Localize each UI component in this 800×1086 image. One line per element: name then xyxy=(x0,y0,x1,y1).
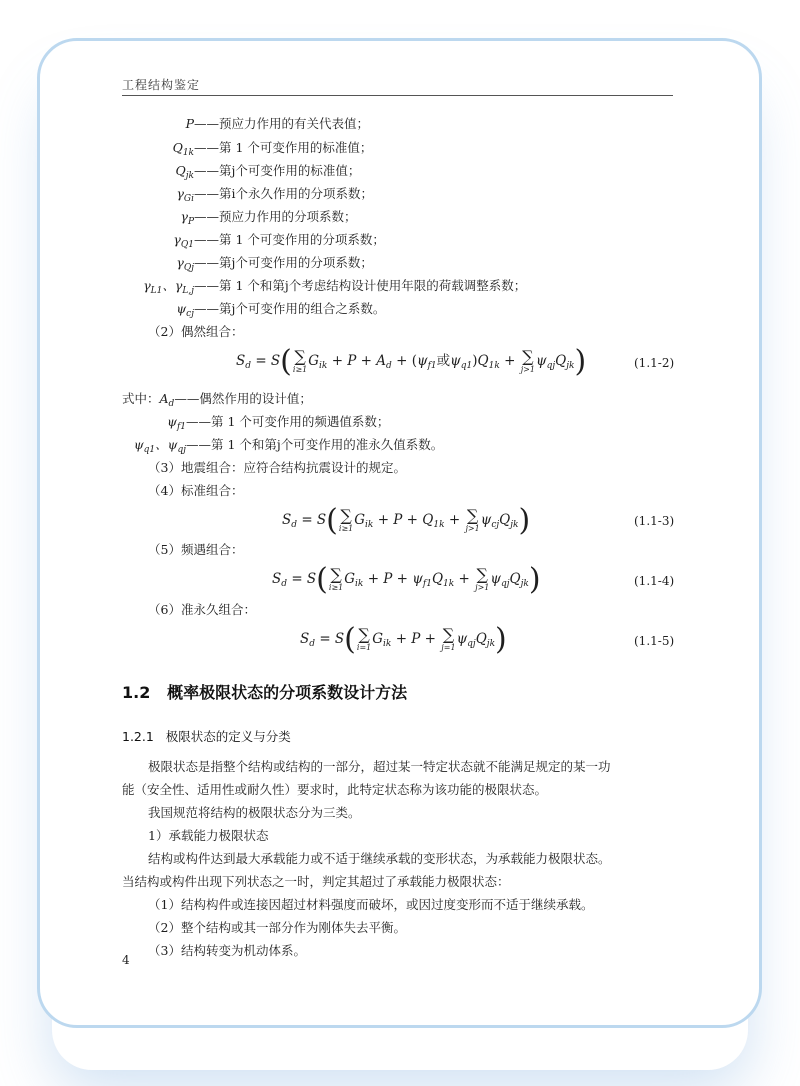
definition-symbol: ψ xyxy=(167,414,177,429)
definition-subscript: L1 xyxy=(150,286,163,296)
list-item: （3）结构转变为机动体系。 xyxy=(148,943,306,958)
equation-1-1-4: $S_d = S$( ∑ i≥1 $G_{ik} + P + \psi_{f1}Q_{1k}$ + ∑ j>1 $\psi_{qj}Q_{jk}$) xyxy=(272,562,541,597)
definition-symbol: Q xyxy=(172,140,183,155)
equation-number: (1.1-3) xyxy=(634,514,675,528)
paragraph-line: 能（安全性、适用性或耐久性）要求时，此特定状态称为该功能的极限状态。 xyxy=(122,782,548,797)
definition-symbol: γ xyxy=(173,232,181,247)
definition-symbol: γ xyxy=(180,209,188,224)
definition-subscript: f1 xyxy=(176,422,186,432)
equation-1-1-5: $S_d = S$( ∑ i=1 $G_{ik} + P$ + ∑ j=1 $\psi_{qj}Q_{jk}$) xyxy=(300,622,507,657)
section-number: 1.2 xyxy=(122,683,151,702)
definition-symbol: A xyxy=(159,391,169,406)
combo-heading-frequent: （5）频遇组合： xyxy=(148,542,244,557)
definition-text: ——预应力作用的分项系数； xyxy=(194,209,357,224)
definition-subscript: cj xyxy=(186,309,194,319)
combo-heading-standard: （4）标准组合： xyxy=(148,483,244,498)
definition-subscript: 1k xyxy=(182,148,194,158)
subsection-heading xyxy=(122,727,291,745)
definition-item xyxy=(130,207,357,232)
definition-item xyxy=(122,412,389,437)
combo-heading-accidental: （2）偶然组合： xyxy=(148,324,244,339)
definition-item xyxy=(130,161,360,186)
definition-symbol: 、γ xyxy=(162,278,183,293)
definition-text: ——第j个可变作用的分项系数； xyxy=(194,255,373,270)
definition-item xyxy=(130,230,385,255)
definition-subscript: P xyxy=(187,217,194,227)
combo-heading-seismic: （3）地震组合：应符合结构抗震设计的规定。 xyxy=(148,460,406,475)
paragraph-line: 1）承载能力极限状态 xyxy=(148,828,269,843)
section-title: 概率极限状态的分项系数设计方法 xyxy=(167,683,408,702)
paragraph-line: 极限状态是指整个结构或结构的一部分，超过某一特定状态就不能满足规定的某一功 xyxy=(148,759,611,774)
definition-text: ——第 1 个可变作用的标准值； xyxy=(194,140,373,155)
definition-text: ——第j个可变作用的标准值； xyxy=(194,163,361,178)
definition-item xyxy=(122,435,443,460)
definition-text: ——第i个永久作用的分项系数； xyxy=(194,186,373,201)
definition-text: ——偶然作用的设计值； xyxy=(174,391,312,406)
definition-symbol: ψ xyxy=(176,301,187,316)
definition-symbol: Q xyxy=(175,163,186,178)
equation-number: (1.1-2) xyxy=(634,356,675,370)
list-item: （2）整个结构或其一部分作为刚体失去平衡。 xyxy=(148,920,406,935)
combo-heading-quasi: （6）准永久组合： xyxy=(148,602,256,617)
equation-number: (1.1-4) xyxy=(634,574,675,588)
header-rule xyxy=(122,95,673,96)
definition-item xyxy=(122,389,312,414)
subsection-title: 极限状态的定义与分类 xyxy=(165,729,291,744)
definition-item xyxy=(130,184,373,209)
definition-symbol: ψ xyxy=(133,437,144,452)
paragraph-line: 我国规范将结构的极限状态分为三类。 xyxy=(148,805,361,820)
definition-subscript: Gi xyxy=(183,194,194,204)
definition-subscript: jk xyxy=(185,171,194,181)
definition-item xyxy=(130,253,373,278)
definition-symbol: γ xyxy=(143,278,151,293)
list-item: （1）结构构件或连接因超过材料强度而破坏，或因过度变形而不适于继续承载。 xyxy=(148,897,594,912)
paragraph-line: 当结构或构件出现下列状态之一时，判定其超过了承载能力极限状态： xyxy=(122,874,510,889)
definition-subscript: d xyxy=(168,399,175,409)
definition-symbol: γ xyxy=(176,186,184,201)
equation-number: (1.1-5) xyxy=(634,634,675,648)
definition-symbol: P xyxy=(185,116,194,131)
page-number: 4 xyxy=(122,953,130,967)
subsection-number: 1.2.1 xyxy=(122,729,154,744)
definition-text: ——第 1 个可变作用的频遇值系数； xyxy=(186,414,390,429)
definition-text: ——第 1 个和第j个考虑结构设计使用年限的荷载调整系数； xyxy=(194,278,527,293)
definition-subscript: q1 xyxy=(143,445,156,455)
definition-item xyxy=(130,276,526,301)
definition-symbol: 、ψ xyxy=(155,437,178,452)
definition-text: ——第 1 个可变作用的分项系数； xyxy=(194,232,385,247)
definition-text: ——第 1 个和第j个可变作用的准永久值系数。 xyxy=(186,437,444,452)
definition-subscript: L,j xyxy=(182,286,194,296)
definition-item xyxy=(130,138,372,163)
equation-1-1-3: $S_d = S$( ∑ i≥1 $G_{ik} + P + Q_{1k}$ + ∑ j>1 $\psi_{cj}Q_{jk}$) xyxy=(282,503,531,538)
paragraph-line: 结构或构件达到最大承载能力或不适于继续承载的变形状态，为承载能力极限状态。 xyxy=(148,851,611,866)
definition-text: ——第j个可变作用的组合之系数。 xyxy=(194,301,386,316)
definition-item xyxy=(130,114,369,134)
definition-subscript: Qj xyxy=(183,263,194,273)
definition-item xyxy=(130,299,385,324)
definition-subscript: qj xyxy=(177,445,186,455)
definition-text: ——预应力作用的有关代表值； xyxy=(194,116,370,131)
equation-1-1-2: $S_d = S$( ∑ i≥1 $G_{ik} + P + A_d + (\psi_{f1}$或$\psi_{q1})Q_{1k}$ + ∑ j>1 $\psi_{qj}Q_{jk}$) xyxy=(236,344,587,379)
definition-symbol: γ xyxy=(176,255,184,270)
definition-subscript: Q1 xyxy=(180,240,194,250)
definition-prefix: 式中： xyxy=(122,391,160,406)
section-heading xyxy=(122,680,407,703)
running-head: 工程结构鉴定 xyxy=(122,78,201,92)
